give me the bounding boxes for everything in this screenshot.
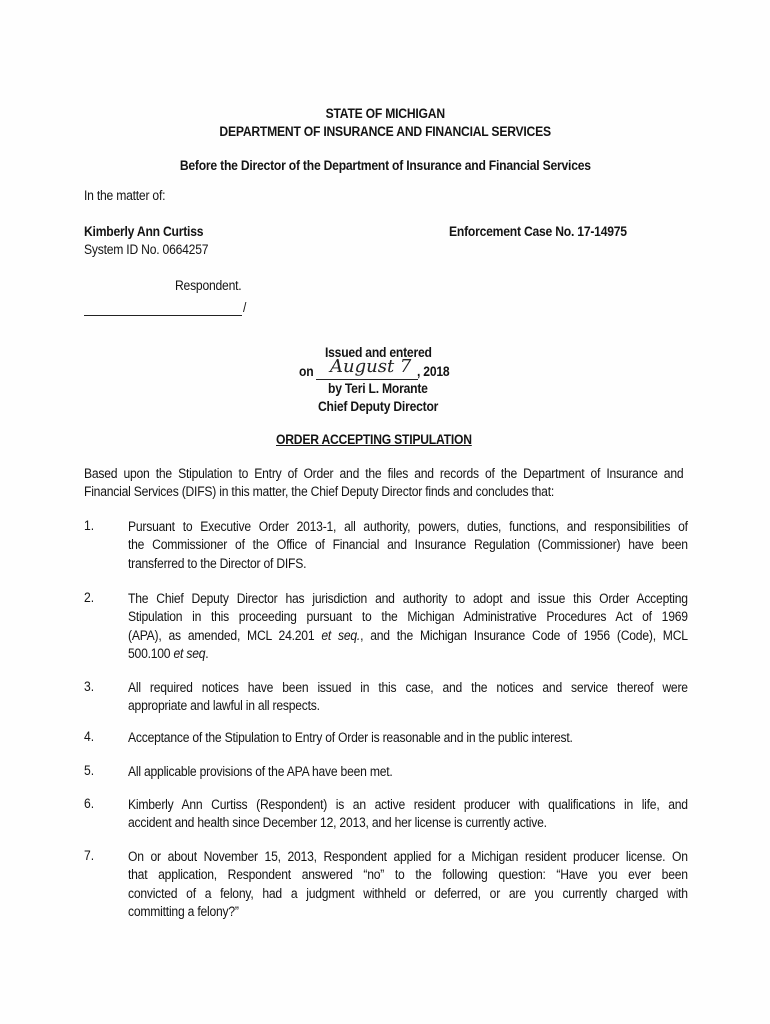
finding-number: 5. [84, 763, 95, 778]
finding-line: Pursuant to Executive Order 2013-1, all authority, powers, duties, functions, and responsibilities of [128, 519, 688, 534]
rule-slash: / [243, 300, 247, 315]
finding-number: 4. [84, 729, 95, 744]
finding-line: transferred to the Director of DIFS. [128, 555, 307, 571]
finding-line: All required notices have been issued in this case, and the notices and service thereof were [128, 680, 688, 695]
finding-3 [128, 679, 688, 716]
enforcement-case-number: Enforcement Case No. 17-14975 [449, 224, 627, 239]
finding-4 [128, 729, 688, 747]
finding-text: (APA), as amended, MCL 24.201 [128, 627, 315, 643]
state-heading: STATE OF MICHIGAN [325, 106, 445, 121]
finding-line: accident and health since December 12, 2013, and her license is currently active. [128, 815, 547, 831]
finding-number: 2. [84, 590, 95, 605]
finding-number: 1. [84, 518, 95, 533]
finding-line: convicted of a felony, had a judgment withheld or deferred, or are you currently charged with [128, 885, 688, 901]
matter-intro: In the matter of: [84, 188, 166, 203]
finding-7 [128, 848, 688, 921]
on-label: on [299, 364, 314, 379]
finding-line: committing a felony?” [128, 903, 239, 919]
finding-6 [128, 796, 688, 833]
finding-line: All applicable provisions of the APA have been met. [128, 764, 393, 779]
finding-text-italic: et seq. [321, 627, 361, 643]
system-id: System ID No. 0664257 [84, 242, 209, 257]
finding-number: 3. [84, 679, 95, 694]
signatory-name: by Teri L. Morante [328, 381, 428, 396]
finding-line: Stipulation in this proceeding pursuant to the Michigan Administrative Procedures Act of 1969 [128, 609, 688, 625]
finding-line [128, 645, 688, 663]
order-title: ORDER ACCEPTING STIPULATION [276, 432, 472, 447]
signature-rule [84, 315, 242, 316]
finding-line: The Chief Deputy Director has jurisdiction and authority to adopt and issue this Order Accepting [128, 591, 688, 606]
signatory-title: Chief Deputy Director [318, 399, 439, 414]
finding-line: Kimberly Ann Curtiss (Respondent) is an active resident producer with qualifications in life, and [128, 797, 688, 812]
finding-text: . [205, 645, 209, 661]
finding-number: 6. [84, 796, 95, 811]
finding-line: Acceptance of the Stipulation to Entry of Order is reasonable and in the public interest. [128, 730, 573, 745]
handwritten-date: August 7 [330, 356, 412, 377]
respondent-label: Respondent. [175, 278, 242, 293]
finding-text: 500.100 [128, 645, 171, 661]
finding-2 [128, 590, 688, 663]
year: , 2018 [417, 364, 450, 379]
finding-line: that application, Respondent answered “no” to the following question: “Have you ever been [128, 867, 688, 883]
finding-line: On or about November 15, 2013, Respondent applied for a Michigan resident producer license. On [128, 849, 688, 864]
department-heading: DEPARTMENT OF INSURANCE AND FINANCIAL SERVICES [219, 124, 551, 139]
before-director-line: Before the Director of the Department of Insurance and Financial Services [179, 158, 591, 173]
intro-paragraph [84, 465, 683, 502]
finding-text: , and the Michigan Insurance Code of 1956 (Code), MCL [360, 627, 688, 643]
finding-text-italic: et seq [173, 645, 206, 661]
finding-line: the Commissioner of the Office of Financial and Insurance Regulation (Commissioner) have been [128, 537, 688, 553]
date-underline [316, 379, 418, 380]
issued-and-entered: Issued and entered [325, 345, 432, 360]
respondent-name: Kimberly Ann Curtiss [84, 224, 204, 239]
finding-line: appropriate and lawful in all respects. [128, 698, 320, 714]
finding-number: 7. [84, 848, 95, 863]
finding-1 [128, 518, 688, 573]
intro-line-1: Based upon the Stipulation to Entry of Order and the files and records of the Department of Insurance and [84, 466, 684, 481]
intro-line-2: Financial Services (DIFS) in this matter, the Chief Deputy Director finds and concludes that: [84, 484, 555, 500]
finding-5 [128, 763, 688, 781]
finding-line [128, 627, 688, 645]
